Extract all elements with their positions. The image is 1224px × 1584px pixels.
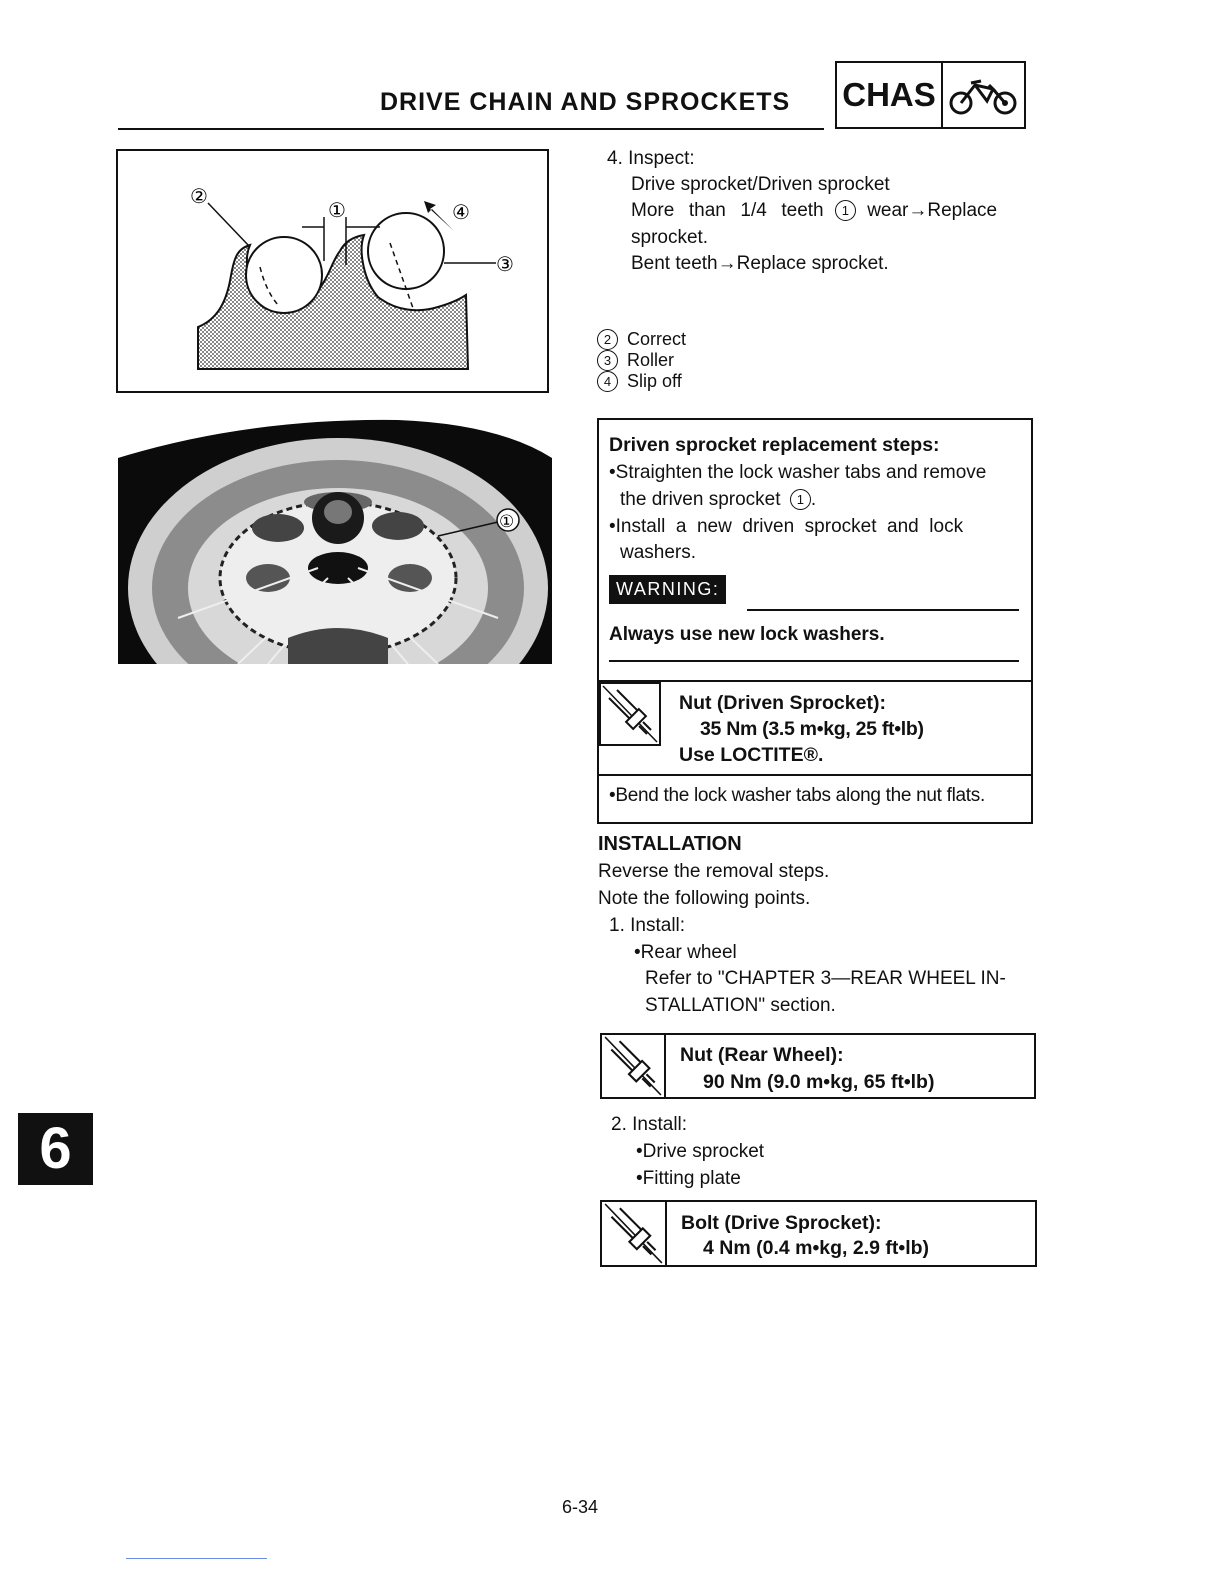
header-rule (118, 128, 824, 130)
legend-num: 2 (597, 329, 618, 350)
replacement-title: Driven sprocket replacement steps: (609, 434, 940, 456)
bend-instruction: •Bend the lock washer tabs along the nut flats. (609, 785, 985, 806)
callout-1: ① (328, 198, 346, 222)
torque-value: 90 Nm (9.0 m•kg, 65 ft•lb) (703, 1071, 935, 1093)
torque-wrench-cell (600, 1200, 667, 1267)
replacement-step1-end: . (810, 489, 817, 510)
warning-rule (747, 609, 1019, 611)
callout-4: ④ (452, 200, 470, 224)
inspect-item: Drive sprocket/Driven sprocket (631, 174, 890, 195)
torque-wrench-icon (602, 1202, 665, 1265)
torque-value: 35 Nm (3.5 m•kg, 25 ft•lb) (700, 718, 924, 740)
torque-note: Use LOCTITE®. (679, 744, 824, 766)
inspect-line1-b: wear→Replace (867, 200, 998, 221)
torque-name: Nut (Rear Wheel): (680, 1044, 844, 1066)
inspect-line2: sprocket. (631, 227, 709, 248)
legend-label: Roller (627, 350, 675, 370)
torque-box-rear-wheel (600, 1033, 1036, 1099)
legend-item (597, 350, 674, 371)
replacement-steps-box (597, 418, 1033, 824)
callout-3: ③ (496, 252, 514, 276)
installation-step2: 2. Install: (611, 1114, 688, 1135)
installation-step1-item: •Rear wheel (634, 942, 737, 963)
photo-callout-1: ① (499, 512, 515, 532)
inspect-step: 4. Inspect: (607, 148, 695, 169)
legend-num: 3 (597, 350, 618, 371)
torque-wrench-icon (602, 1035, 664, 1097)
legend-label: Slip off (627, 371, 682, 391)
motorcycle-icon (943, 71, 1023, 119)
installation-step2-item1: •Drive sprocket (636, 1141, 765, 1162)
legend-item (597, 329, 686, 350)
inspect-line1-a: More than 1/4 teeth (631, 200, 824, 221)
installation-step1: 1. Install: (609, 915, 686, 936)
replacement-step2-b: washers. (620, 542, 697, 563)
box-divider (599, 774, 1031, 776)
installation-line1: Reverse the removal steps. (598, 861, 830, 882)
torque-value: 4 Nm (0.4 m•kg, 2.9 ft•lb) (703, 1237, 930, 1259)
callout-1-ref: 1 (790, 489, 811, 510)
warning-rule-bottom (609, 660, 1019, 662)
warning-badge: WARNING: (609, 575, 726, 604)
callout-1-ref: 1 (835, 200, 856, 221)
installation-ref1: Refer to "CHAPTER 3—REAR WHEEL IN- (645, 968, 1006, 989)
legend-label: Correct (627, 329, 687, 349)
inspect-line1 (631, 198, 997, 225)
replacement-step1-b (620, 489, 816, 511)
driven-sprocket-photo (118, 418, 552, 664)
footer-line (126, 1558, 267, 1559)
torque-wrench-cell (600, 1033, 666, 1099)
torque-wrench-cell (599, 682, 661, 746)
legend-item (597, 371, 682, 392)
inspect-line3: Bent teeth→Replace sprocket. (631, 253, 889, 274)
page-number: 6-34 (562, 1497, 599, 1517)
callout-2: ② (190, 184, 208, 208)
torque-box-drive-sprocket (600, 1200, 1037, 1267)
torque-name: Bolt (Drive Sprocket): (681, 1212, 882, 1234)
sprocket-wear-diagram (116, 149, 549, 393)
legend-num: 4 (597, 371, 618, 392)
installation-heading: INSTALLATION (598, 833, 742, 855)
torque-name: Nut (Driven Sprocket): (679, 692, 886, 714)
section-tab (835, 61, 1026, 129)
replacement-step2-a: •Install a new driven sprocket and lock (609, 516, 964, 537)
replacement-step1-a: •Straighten the lock washer tabs and remove (609, 462, 987, 483)
warning-text: Always use new lock washers. (609, 624, 885, 645)
page-title: DRIVE CHAIN AND SPROCKETS (380, 88, 791, 116)
box-divider (599, 680, 1031, 682)
section-code: CHAS (837, 63, 943, 127)
installation-ref2: STALLATION" section. (645, 995, 836, 1016)
torque-wrench-icon (601, 684, 659, 744)
installation-line2: Note the following points. (598, 888, 811, 909)
installation-step2-item2: •Fitting plate (636, 1168, 741, 1189)
chapter-tab: 6 (18, 1113, 93, 1185)
replacement-step1-text: the driven sprocket (620, 489, 781, 510)
